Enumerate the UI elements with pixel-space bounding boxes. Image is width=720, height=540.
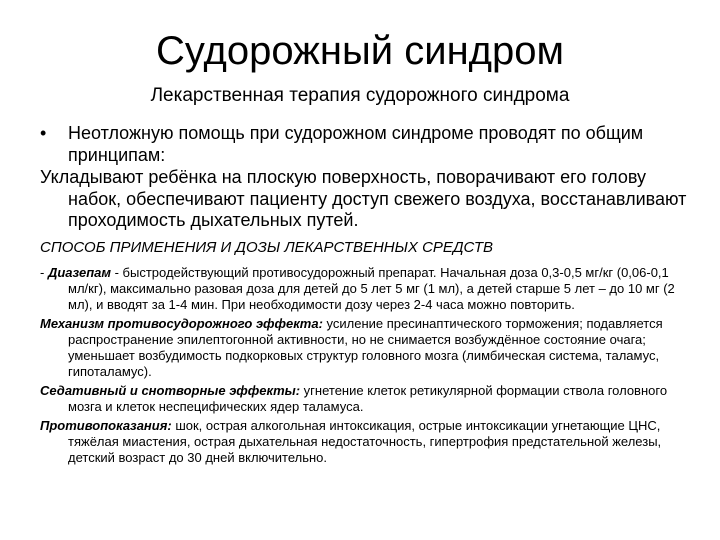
drug-prefix: - (40, 264, 48, 280)
first-aid-paragraph: Укладывают ребёнка на плоскую поверхность, поворачивают его голову набок, обеспечивают пациенту доступ свежего воздуха, восстанавливают проходимость дыхательных путей. (40, 167, 687, 230)
drug-name: Диазепам (47, 264, 111, 280)
section-heading: СПОСОБ ПРИМЕНЕНИЯ И ДОЗЫ ЛЕКАРСТВЕННЫХ СРЕДСТВ (40, 238, 494, 256)
drug-description: - быстродействующий противосудорожный препарат. Начальная доза 0,3-0,5 мг/кг (0,06-0,1 мл/кг), максимально разовая доза для детей до 5 лет 5 мг (1 мл), а детей старше 5 лет – до 10 мг (2 мл), и вводят за 1-4 мин. При необходимости дозу через 2-4 часа можно повторить. (68, 264, 675, 312)
page-subtitle: Лекарственная терапия судорожного синдрома (150, 85, 570, 106)
sedative-text: угнетение клеток ретикулярной формации ствола головного мозга и клеток неспецифических ядер таламуса. (68, 382, 668, 414)
bullet-marker: • (40, 123, 47, 143)
slide-content (40, 123, 690, 466)
bullet-item (40, 123, 690, 166)
mechanism-paragraph (40, 316, 690, 380)
contraindications-text: шок, острая алкогольная интоксикация, острые интоксикации угнетающие ЦНС, тяжёлая миастения, острая дыхательная недостаточность, гипертрофия предстательной железы, детский возраст до 30 дней включительно. (68, 417, 662, 465)
bullet-text: Неотложную помощь при судорожном синдроме проводят по общим принципам: (68, 123, 644, 165)
sedative-paragraph (40, 383, 690, 415)
mechanism-text: усиление пресинаптического торможения; подавляется распространение эпилептогонной активности, но не снимается возбуждённое состояние очага; уменьшает возбудимость подкорковых структур головного мозга (лимбическая система, таламус, гипоталамус). (68, 315, 663, 379)
contraindications-label: Противопоказания: (40, 417, 172, 433)
page-title: Судорожный синдром (155, 29, 564, 73)
sedative-label: Седативный и снотворные эффекты: (40, 382, 301, 398)
drug-paragraph (40, 265, 690, 313)
contraindications-paragraph (40, 418, 690, 466)
mechanism-label: Механизм противосудорожного эффекта: (40, 315, 323, 331)
